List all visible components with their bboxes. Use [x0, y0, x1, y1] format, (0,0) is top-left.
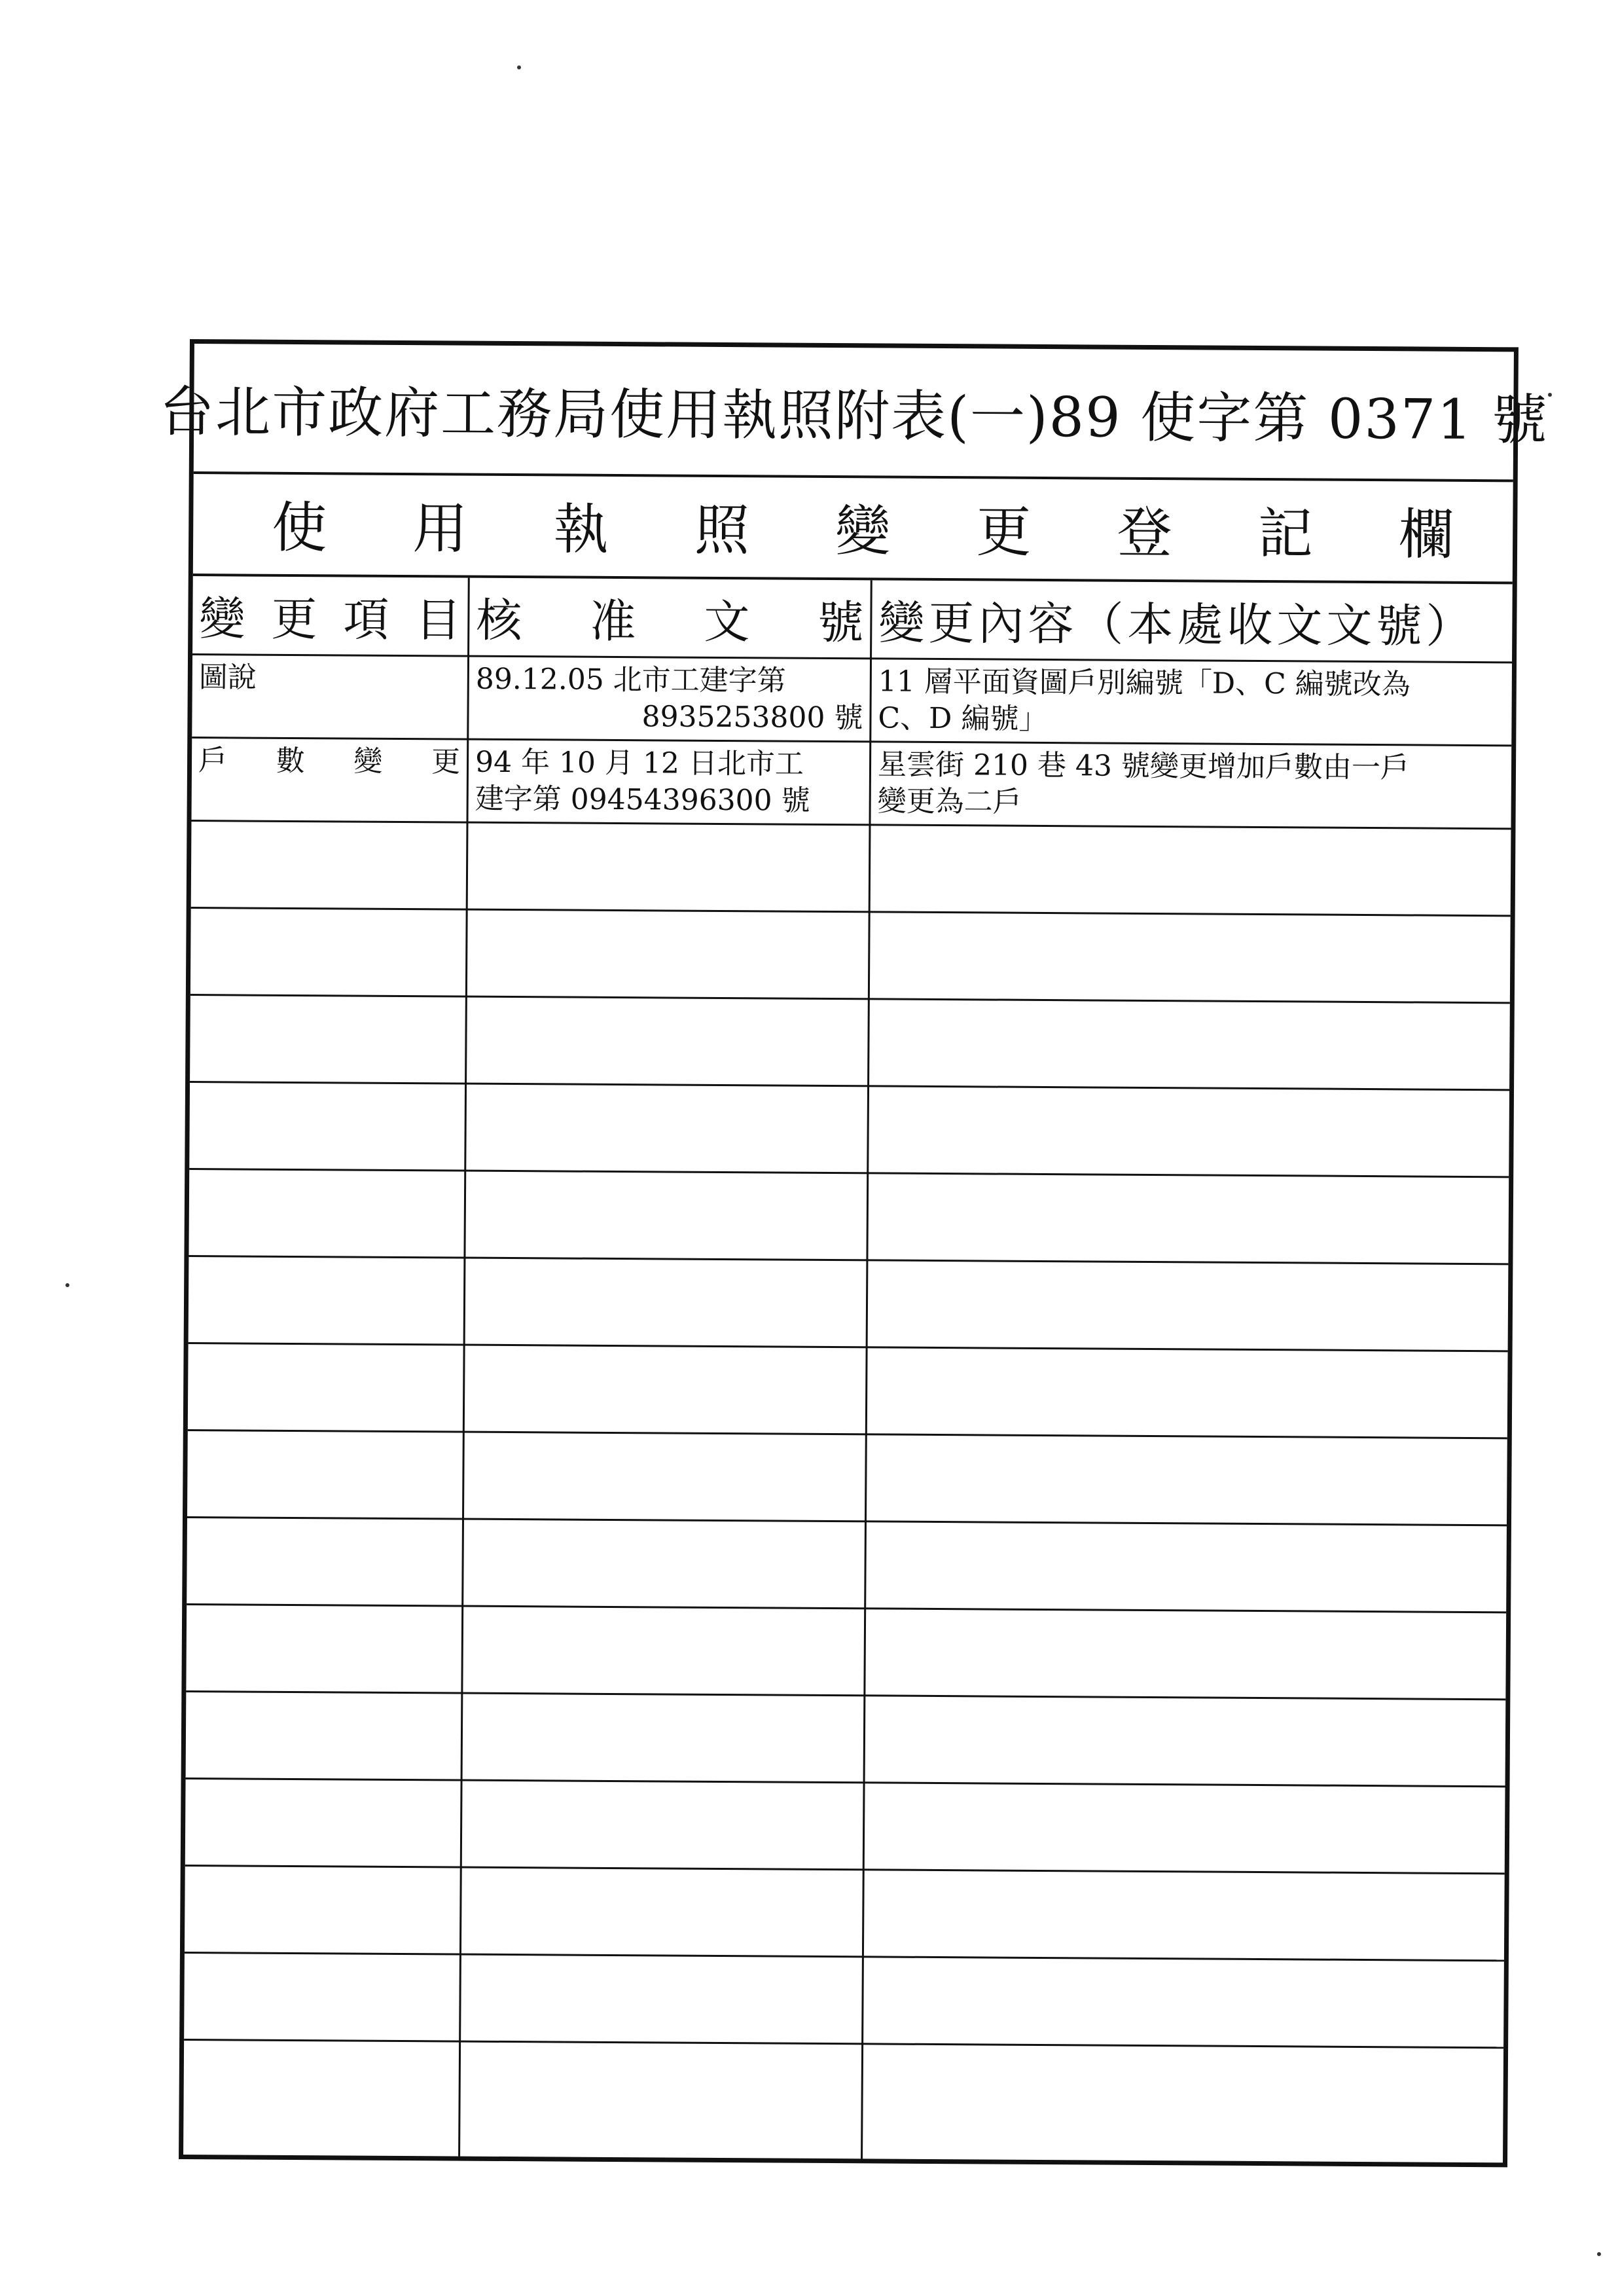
row-divider — [189, 1342, 1508, 1352]
row-divider — [188, 1429, 1507, 1439]
scan-speck — [517, 65, 521, 69]
row-item-char: 數 — [276, 744, 305, 778]
content-line: 11 層平面資圖戶別編號「D、C 編號改為 — [878, 665, 1411, 702]
header-char: 變 — [199, 591, 245, 646]
row-1-approval — [469, 657, 870, 741]
row-item-char: 更 — [431, 745, 461, 779]
row-2-content — [871, 742, 1511, 828]
subtitle-char: 記 — [1257, 501, 1314, 566]
row-divider — [186, 1690, 1505, 1700]
header-approval-number — [469, 578, 871, 658]
subtitle-char: 登 — [1117, 500, 1172, 565]
scan-speck — [1548, 393, 1552, 397]
form-subtitle — [193, 471, 1513, 584]
form-title — [158, 344, 1549, 482]
row-item-char: 戶 — [198, 744, 228, 778]
row-divider — [185, 1952, 1504, 1961]
subtitle-char: 使 — [271, 495, 327, 560]
row-item-text: 圖說 — [198, 661, 257, 695]
content-line: 變更為二戶 — [877, 784, 1022, 819]
header-text: 變更內容（本處收文文號） — [878, 595, 1476, 653]
header-change-content — [872, 580, 1513, 661]
header-char: 項 — [343, 592, 389, 647]
subtitle-char: 欄 — [1398, 501, 1454, 567]
row-divider — [185, 1865, 1505, 1874]
content-line: 星雲街 210 巷 43 號變更增加戶數由一戶 — [877, 748, 1410, 785]
change-record-table — [183, 576, 1513, 2162]
row-divider — [191, 907, 1511, 917]
header-change-item — [192, 576, 468, 655]
row-divider — [184, 2039, 1503, 2049]
row-divider — [190, 1081, 1509, 1091]
license-appendix-form — [158, 339, 1549, 2167]
subtitle-char: 照 — [694, 498, 750, 562]
form-title-text: 台北市政府工務局使用執照附表(一)89 使字第 0371 號 — [158, 379, 1549, 452]
header-char: 文 — [704, 594, 750, 649]
row-divider — [189, 1168, 1509, 1178]
header-char: 核 — [476, 593, 522, 647]
row-1-item — [192, 655, 467, 738]
row-divider — [187, 1516, 1507, 1526]
subtitle-char: 變 — [835, 498, 891, 564]
header-char: 目 — [415, 592, 461, 647]
approval-line: 8935253800 號 — [641, 700, 863, 735]
row-divider — [190, 994, 1510, 1004]
subtitle-char: 用 — [412, 496, 468, 561]
row-item-char: 變 — [353, 744, 383, 778]
row-divider — [186, 1777, 1505, 1787]
approval-line: 建字第 09454396300 號 — [475, 782, 810, 818]
subtitle-char: 更 — [976, 499, 1032, 564]
header-char: 准 — [590, 594, 636, 648]
approval-line: 89.12.05 北市工建字第 — [475, 662, 786, 698]
row-1-content — [871, 659, 1512, 744]
row-2-item — [192, 738, 467, 822]
scan-speck — [65, 1283, 69, 1287]
row-divider — [187, 1603, 1506, 1613]
content-line: C、D 編號」 — [878, 701, 1048, 737]
approval-line: 94 年 10 月 12 日北市工 — [475, 745, 804, 781]
header-char: 號 — [818, 595, 864, 649]
row-divider — [189, 1255, 1508, 1265]
header-char: 更 — [271, 592, 317, 646]
subtitle-char: 執 — [553, 496, 609, 562]
scan-speck — [1597, 2252, 1601, 2256]
row-2-approval — [469, 740, 870, 824]
